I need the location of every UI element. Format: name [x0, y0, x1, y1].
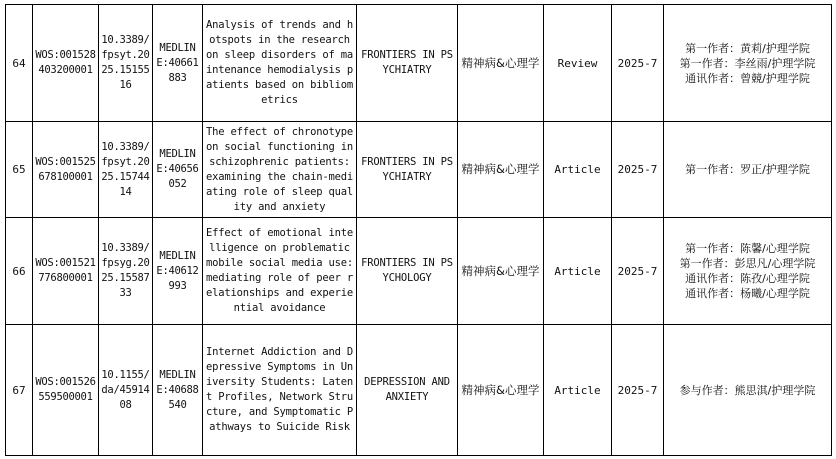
- row-number: 67: [6, 325, 33, 456]
- publication-date: 2025-7: [612, 218, 664, 325]
- row-number: 65: [6, 122, 33, 218]
- doi: 10.3389/fpsyg.2025.1558733: [99, 218, 153, 325]
- author-entry: 第一作者：黄莉/护理学院: [685, 41, 810, 55]
- document-type: Article: [544, 122, 612, 218]
- author-entry: 参与作者：熊思淇/护理学院: [679, 383, 816, 397]
- author-list: [664, 5, 832, 122]
- subject-category: 精神病&心理学: [458, 325, 544, 456]
- paper-title: The effect of chronotype on social functioning in schizophrenic patients: examining the chain-mediating role of sleep quality and anxiety: [203, 122, 357, 218]
- journal-name: FRONTIERS IN PSYCHIATRY: [357, 5, 458, 122]
- subject-category: 精神病&心理学: [458, 218, 544, 325]
- medline-id: MEDLINE:40656052: [153, 122, 203, 218]
- document-type: Article: [544, 218, 612, 325]
- author-entry: 通讯作者：陈孜/心理学院: [685, 272, 810, 285]
- table-row: [6, 5, 832, 122]
- author-entry: 通讯作者：杨曦/心理学院: [685, 287, 810, 300]
- medline-id: MEDLINE:40688540: [153, 325, 203, 456]
- doi: 10.1155/da/4591408: [99, 325, 153, 456]
- document-type: Article: [544, 325, 612, 456]
- table-row: [6, 122, 832, 218]
- wos-id: WOS:001525678100001: [33, 122, 99, 218]
- subject-category: 精神病&心理学: [458, 5, 544, 122]
- document-type: Review: [544, 5, 612, 122]
- author-list: [664, 122, 832, 218]
- wos-id: WOS:001528403200001: [33, 5, 99, 122]
- author-list: [664, 325, 832, 456]
- paper-title: Effect of emotional intelligence on problematic mobile social media use: mediating role of peer relationships and experiential avoidance: [203, 218, 357, 325]
- row-number: 66: [6, 218, 33, 325]
- medline-id: MEDLINE:40661883: [153, 5, 203, 122]
- author-entry: 第一作者：陈馨/心理学院: [685, 242, 810, 255]
- author-entry: 第一作者：李丝雨/护理学院: [679, 56, 816, 70]
- doi: 10.3389/fpsyt.2025.1515516: [99, 5, 153, 122]
- doi: 10.3389/fpsyt.2025.1574414: [99, 122, 153, 218]
- author-entry: 通讯作者：曾競/护理学院: [685, 71, 810, 85]
- subject-category: 精神病&心理学: [458, 122, 544, 218]
- journal-name: FRONTIERS IN PSYCHIATRY: [357, 122, 458, 218]
- author-entry: 第一作者：彭思凡/心理学院: [679, 257, 816, 270]
- row-number: 64: [6, 5, 33, 122]
- publications-table: [5, 4, 832, 456]
- wos-id: WOS:001526559500001: [33, 325, 99, 456]
- paper-title: Analysis of trends and hotspots in the research on sleep disorders of maintenance hemodialysis patients based on bibliometrics: [203, 5, 357, 122]
- publication-date: 2025-7: [612, 5, 664, 122]
- author-entry: 第一作者：罗正/护理学院: [685, 163, 810, 176]
- table-row: [6, 325, 832, 456]
- paper-title: Internet Addiction and Depressive Symptoms in University Students: Latent Profiles, Network Structure, and Symptomatic Pathways to Suicide Risk: [203, 325, 357, 456]
- wos-id: WOS:001521776800001: [33, 218, 99, 325]
- medline-id: MEDLINE:40612993: [153, 218, 203, 325]
- table-row: [6, 218, 832, 325]
- author-list: [664, 218, 832, 325]
- journal-name: DEPRESSION AND ANXIETY: [357, 325, 458, 456]
- journal-name: FRONTIERS IN PSYCHOLOGY: [357, 218, 458, 325]
- publication-date: 2025-7: [612, 325, 664, 456]
- publication-date: 2025-7: [612, 122, 664, 218]
